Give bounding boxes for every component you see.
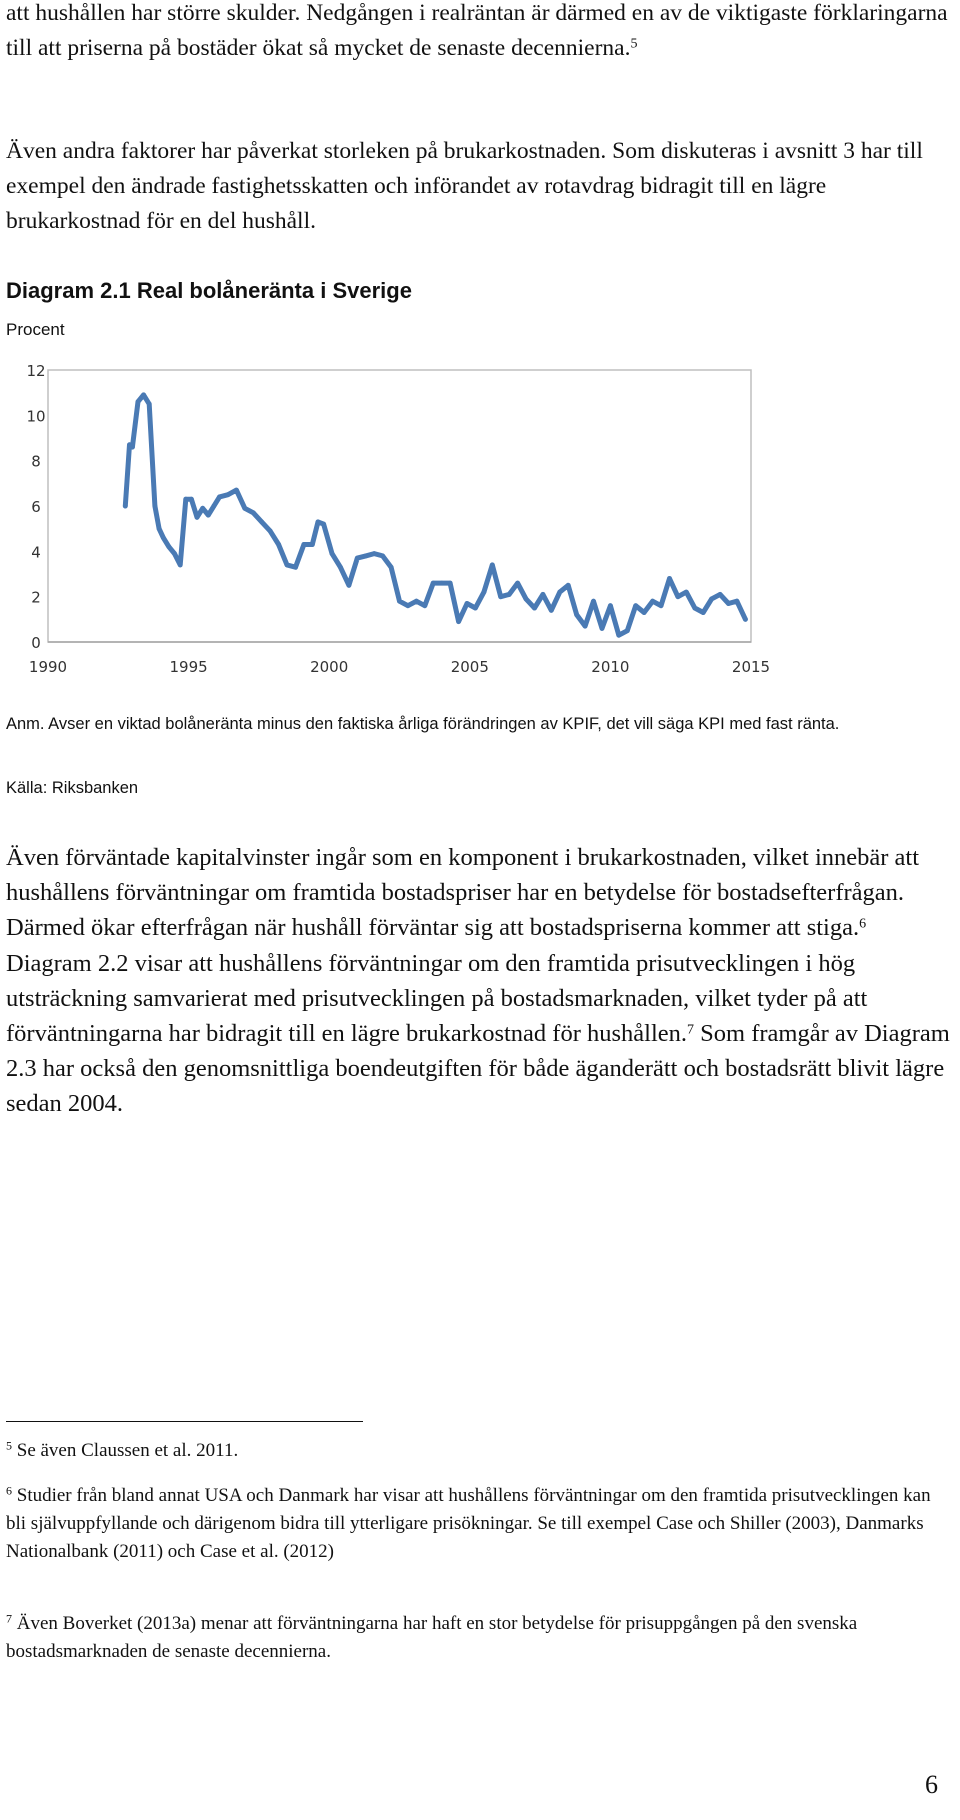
data-point	[347, 583, 352, 588]
data-point	[431, 581, 436, 586]
data-point	[200, 506, 205, 511]
data-point	[338, 565, 343, 570]
data-point	[183, 497, 188, 502]
data-point	[167, 544, 172, 549]
data-point	[448, 581, 453, 586]
x-tick-labels	[29, 658, 770, 676]
data-point	[743, 617, 748, 622]
data-point	[524, 597, 529, 602]
body-paragraph-expectations	[6, 840, 956, 1122]
data-point	[507, 592, 512, 597]
data-point	[456, 619, 461, 624]
data-point	[330, 551, 335, 556]
data-point	[276, 542, 281, 547]
data-point	[600, 626, 605, 631]
data-point	[380, 554, 385, 559]
data-point	[195, 515, 200, 520]
x-tick-label: 2000	[310, 658, 349, 676]
data-point	[372, 551, 377, 556]
data-point	[363, 554, 368, 559]
footnote-number: 6	[6, 1483, 12, 1498]
data-point	[549, 608, 554, 613]
footnote-text: Även Boverket (2013a) menar att förväntningarna har haft en stor betydelse för prisuppgången på den svenska bostadsmarknaden de senaste decennierna.	[6, 1613, 858, 1662]
footnote-ref-6: 6	[859, 916, 867, 932]
paragraph-text: att hushållen har större skulder. Nedgången i realräntan är därmed en av de viktigaste förklaringarna till att priserna på bostäder ökat så mycket de senaste decennierna.	[6, 0, 948, 61]
data-point	[321, 522, 326, 527]
footnote-7	[6, 1610, 951, 1666]
data-point	[206, 513, 211, 518]
data-point	[406, 603, 411, 608]
data-point	[557, 590, 562, 595]
paragraph-text-a: Även förväntade kapitalvinster ingår som en komponent i brukarkostnaden, vilket innebär att hushållens förväntningar om framtida bostadspriser har en betydelse för bostadsefterfrågan. Därmed ökar efterfrågan när hushåll förväntar sig att bostadspriserna kommer att stiga.	[6, 844, 920, 942]
footnote-ref-7: 7	[687, 1022, 695, 1038]
footnote-text: Se även Claussen et al. 2011.	[16, 1440, 239, 1461]
data-point	[515, 581, 520, 586]
data-point	[667, 576, 672, 581]
chart-y-unit: Procent	[6, 320, 65, 339]
data-point	[659, 603, 664, 608]
data-point	[701, 610, 706, 615]
data-point	[316, 520, 321, 525]
data-point	[541, 592, 546, 597]
data-point	[389, 565, 394, 570]
body-paragraph-factors: Även andra faktorer har påverkat storleken på brukarkostnaden. Som diskuteras i avsnitt 3 har till exempel den ändrade fastighetsskatten och införandet av rotavdrag bidragit till en lägre brukarkostnad för en del hushåll.	[6, 138, 923, 234]
data-point	[251, 510, 256, 515]
data-point	[583, 624, 588, 629]
data-point	[490, 563, 495, 568]
data-point	[178, 563, 183, 568]
data-point	[397, 599, 402, 604]
paragraph-text-c: Som framgår av Diagram 2.3 har också den genomsnittliga boendeutgiften för både äganderätt och bostadsrätt blivit lägre sedan 2004.	[6, 1020, 950, 1118]
data-point	[676, 594, 681, 599]
footnote-6	[6, 1482, 951, 1566]
data-point	[310, 542, 315, 547]
data-point	[123, 504, 128, 509]
data-point	[355, 556, 360, 561]
data-point	[692, 606, 697, 611]
chart-source: Källa: Riksbanken	[6, 779, 139, 797]
data-point	[136, 399, 141, 404]
data-point	[172, 551, 177, 556]
x-tick-label: 1995	[169, 658, 208, 676]
data-point	[482, 590, 487, 595]
x-tick-label: 2005	[450, 658, 489, 676]
data-point	[574, 612, 579, 617]
footnote-number: 5	[6, 1438, 12, 1453]
y-tick-label: 4	[31, 543, 41, 562]
data-point	[439, 581, 444, 586]
x-tick-label: 2010	[591, 658, 630, 676]
data-point	[234, 488, 239, 493]
data-point	[212, 504, 217, 509]
data-point	[161, 535, 166, 540]
data-point	[302, 542, 307, 547]
data-points	[123, 393, 748, 638]
data-point	[285, 563, 290, 568]
footnote-separator	[6, 1421, 363, 1422]
data-point	[189, 497, 194, 502]
data-point	[473, 606, 478, 611]
footnote-ref-5: 5	[630, 36, 638, 52]
data-point	[591, 599, 596, 604]
data-point	[226, 492, 231, 497]
data-point	[268, 529, 273, 534]
x-tick-label: 1990	[28, 658, 68, 676]
line-chart	[0, 350, 960, 690]
data-point	[157, 526, 162, 531]
page-number: 6	[925, 1770, 938, 1799]
data-point	[532, 606, 537, 611]
data-point	[130, 445, 135, 450]
data-point	[141, 393, 146, 398]
y-tick-label: 12	[26, 362, 46, 380]
x-tick-label: 2015	[731, 658, 771, 676]
data-point	[625, 628, 630, 633]
data-point	[153, 504, 158, 509]
y-tick-label: 10	[26, 407, 46, 426]
data-point	[608, 603, 613, 608]
footnote-5	[6, 1437, 951, 1465]
y-tick-label: 0	[31, 634, 41, 652]
chart-note: Anm. Avser en viktad bolåneränta minus den faktiska årliga förändringen av KPIF, det vill säga KPI med fast ränta.	[6, 715, 840, 733]
chart-title: Diagram 2.1 Real bolåneränta i Sverige	[6, 278, 412, 303]
data-point	[147, 402, 152, 407]
data-point	[259, 520, 264, 525]
data-point	[709, 597, 714, 602]
paragraph-text-b: Diagram 2.2 visar att hushållens förväntningar om den framtida prisutvecklingen i hög utsträckning samvarierat med prisutvecklingen på bostadsmarknaden, vilket tyder på att förväntningarna har bidragit till en lägre brukarkostnad för hushållen.	[6, 949, 868, 1048]
data-point	[217, 495, 222, 500]
data-point	[735, 599, 740, 604]
data-point	[566, 583, 571, 588]
data-point	[633, 603, 638, 608]
data-point	[293, 565, 298, 570]
data-point	[642, 610, 647, 615]
data-point	[684, 590, 689, 595]
data-point	[616, 633, 621, 638]
y-tick-label: 6	[31, 498, 41, 516]
y-tick-label: 2	[31, 588, 41, 607]
data-point	[498, 594, 503, 599]
data-point	[465, 601, 470, 606]
y-tick-label: 8	[31, 452, 41, 471]
data-point	[650, 599, 655, 604]
data-point	[726, 601, 731, 606]
body-paragraph-intro	[6, 0, 956, 66]
footnote-text: Studier från bland annat USA och Danmark har visar att hushållens förväntningar om den framtida prisutvecklingen kan bli självuppfyllande och därigenom bidra till ytterligare prisökningar. Se till exempel Case och Shiller (2003), Danmarks Nationalbank (2011) och Case et al. (2012)	[6, 1485, 931, 1562]
y-tick-labels	[26, 362, 45, 652]
data-point	[242, 506, 247, 511]
footnote-number: 7	[6, 1611, 12, 1626]
data-point	[718, 592, 723, 597]
data-point	[414, 599, 419, 604]
data-point	[422, 603, 427, 608]
